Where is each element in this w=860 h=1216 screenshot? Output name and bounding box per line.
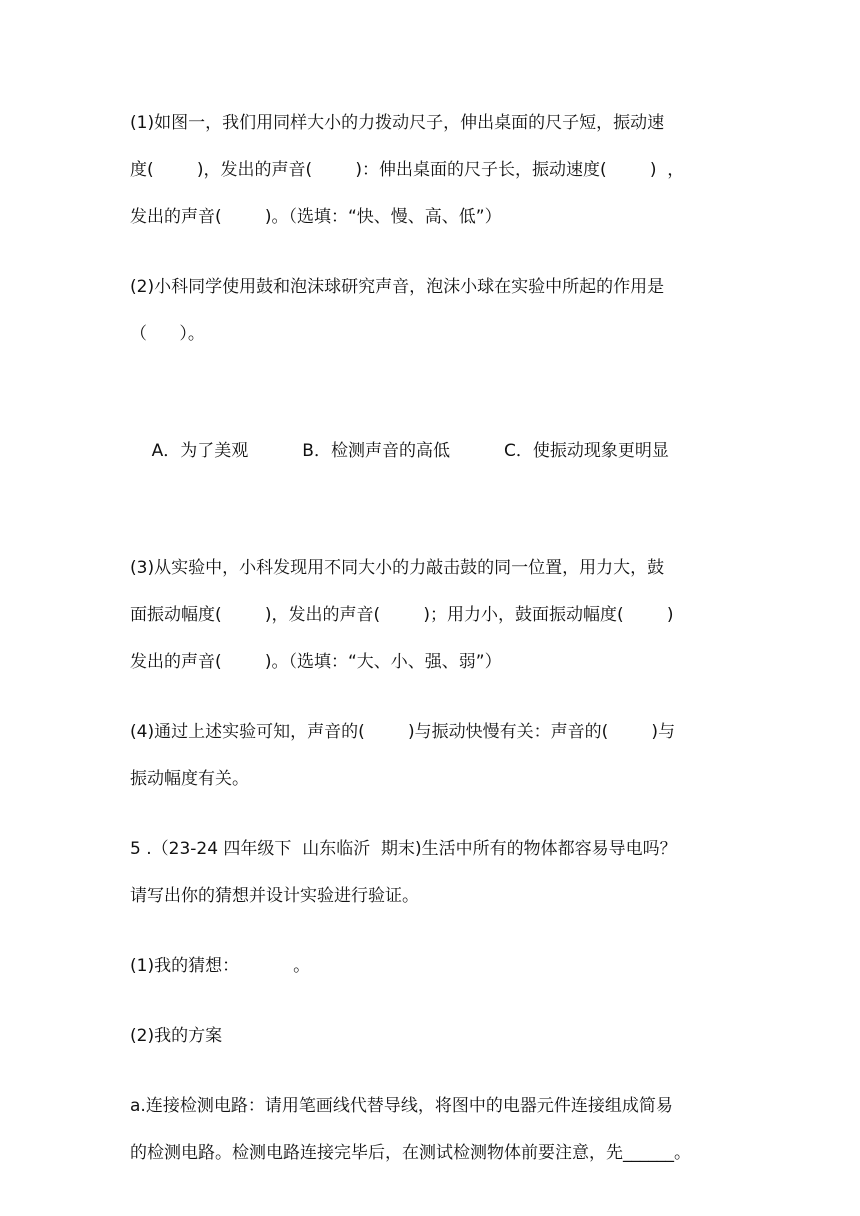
options-line: A．为了美观 B．检测声音的高低 C．使振动现象更明显 bbox=[151, 441, 669, 461]
question-4-part-4 bbox=[130, 709, 730, 803]
text-line: （ ）。 bbox=[130, 324, 205, 344]
text-line: (1)如图一，我们用同样大小的力拨动尺子，伸出桌面的尺子短，振动速 bbox=[130, 113, 665, 133]
text-line: 度( )，发出的声音( )：伸出桌面的尺子长，振动速度( ) ， bbox=[130, 160, 685, 180]
text-line: (2)小科同学使用鼓和泡沫球研究声音，泡沫小球在实验中所起的作用是 bbox=[130, 277, 665, 297]
text-line: (4)通过上述实验可知，声音的( )与振动快慢有关：声音的( )与 bbox=[130, 722, 676, 742]
text-line: (2)我的方案 bbox=[130, 1026, 223, 1046]
document-page bbox=[130, 100, 730, 1200]
text-line: 发出的声音( )。（选填：“快、慢、高、低”） bbox=[130, 207, 502, 227]
question-5-part-2 bbox=[130, 1013, 730, 1060]
question-5-part-1 bbox=[130, 943, 730, 990]
question-5-part-2a bbox=[130, 1083, 730, 1177]
text-line: 的检测电路。检测电路连接完毕后，在测试检测物体前要注意，先______。 bbox=[130, 1143, 691, 1163]
text-line: 振动幅度有关。 bbox=[130, 769, 249, 789]
question-5-stem bbox=[130, 826, 730, 920]
question-4-part-3 bbox=[130, 545, 730, 686]
text-line: 发出的声音( )。（选填：“大、小、强、弱”） bbox=[130, 652, 502, 672]
text-line: 5 .（23-24 四年级下 山东临沂 期末)生活中所有的物体都容易导电吗？ bbox=[130, 839, 677, 859]
text-line: 面振动幅度( )，发出的声音( )；用力小，鼓面振动幅度( ) bbox=[130, 605, 674, 625]
text-line: a.连接检测电路：请用笔画线代替导线，将图中的电器元件连接组成简易 bbox=[130, 1096, 673, 1116]
text-line: (1)我的猜想： 。 bbox=[130, 956, 311, 976]
question-4-part-1 bbox=[130, 100, 730, 241]
question-4-part-2 bbox=[130, 264, 730, 358]
answer-options bbox=[130, 381, 730, 522]
text-line: 请写出你的猜想并设计实验进行验证。 bbox=[130, 886, 419, 906]
text-line: (3)从实验中，小科发现用不同大小的力敲击鼓的同一位置，用力大，鼓 bbox=[130, 558, 665, 578]
